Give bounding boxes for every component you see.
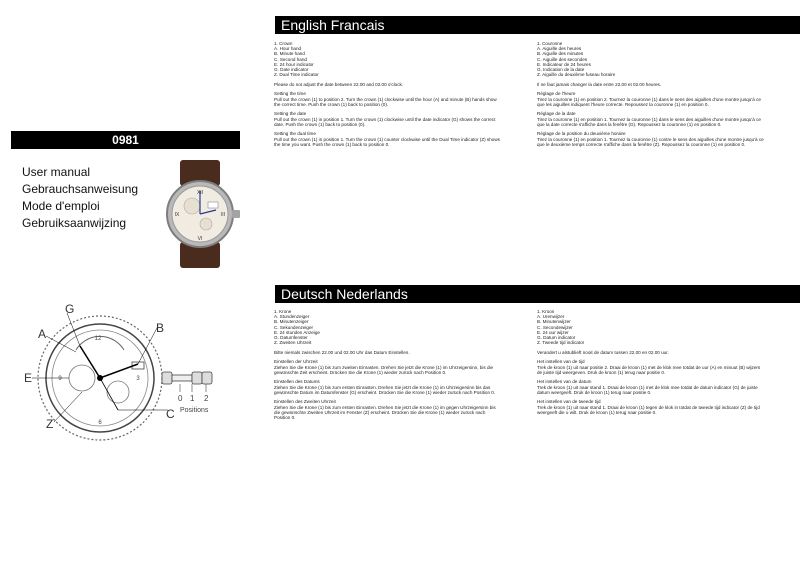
model-number-bar xyxy=(11,131,240,149)
positions-label: Positions xyxy=(180,407,209,414)
section-header-german-dutch xyxy=(275,285,800,303)
svg-text:III: III xyxy=(220,212,226,218)
manual-title-english: User manual xyxy=(22,165,91,179)
dutch-setting-dual-time: Het instellen van de tweede tijd Trek de kroon (1) uit naar stand 1. Draai de kroon (1) tegen de klok in totdat de tweede tijd indicator (Z) de tijd weergeeft die u wilt. Druk de kroon (1) terug naar positie 0. xyxy=(537,399,760,415)
label-b: B xyxy=(156,321,165,335)
german-setting-dual-time: Einstellen des Zweiten Uhrzeit Ziehen Sie die Krone (1) bis zum ersten Einrasten. Drehen Sie jetzt die Krone (1) im gegen Uhrzeigersinn bis die gewünschte Zweiten Uhrzeit im Fenster (Z) erscheint. Drücken Sie die Krone (1) wieder zurück nach Position 0. xyxy=(274,399,496,421)
position-0: 0 xyxy=(178,394,183,403)
label-c: C xyxy=(166,407,175,421)
english-parts-list: 1. Crown A. Hour hand B. Minute hand C. Second hand E. 24 hour indicator G. Date indicator Z. Dual Time indicator xyxy=(274,41,319,78)
watch-diagram xyxy=(20,300,245,470)
english-column xyxy=(274,41,502,151)
label-g: G xyxy=(65,302,75,316)
dutch-parts-list: 1. Kroon A. Urenwijzer B. Minutenwijzer C. Secondewijzer E. 24 uur wijzer G. Datum indicator Z. Tweede tijd indicator xyxy=(537,309,585,346)
manual-title-french: Mode d'emploi xyxy=(22,199,100,213)
svg-text:VI: VI xyxy=(197,236,203,242)
dutch-setting-time: Het instellen van de tijd Trek de kroon (1) uit naar positie 2. Draai de kroon (1) met de klok mee totdat de uur (A) en minuut (B) wijzers de juiste tijd weergeven. Druk de kroon (1) terug naar positie 0. xyxy=(537,359,761,375)
german-column xyxy=(274,309,502,425)
model-number: 0981 xyxy=(112,133,139,147)
french-parts-list: 1. Couronne A. Aiguille des heures B. Aiguille des minutes C. Aiguille des secondes E. Indicateur de 24 heures G. Indication de la date Z. Aiguille du deuxième fuseau horaire xyxy=(537,41,616,78)
label-a: A xyxy=(38,327,47,341)
dial-number-12: 12 xyxy=(94,336,102,342)
dutch-setting-date: Het instellen van de datum Trek de kroon (1) uit naar stand 1. Draai de kroon (1) met de klok mee totdat de datum indicator (G) de juiste datum weergeeft. Druk de kroon (1) terug naar positie 0. xyxy=(537,379,758,395)
crown-icon xyxy=(162,372,172,384)
french-setting-date: Réglage de la date Tirez la couronne (1) en position 1. Tournez la couronne (1) dans le sens des aiguilles d'une montre jusqu'à ce que la date correcte s'affiche dans la fenêtre (G). Repoussez la couronne (1) en position 0. xyxy=(537,111,761,127)
dutch-date-warning: Verandert u alstublieft nooit de datum tussen 22.00 en 02.00 uur. xyxy=(537,349,669,355)
french-setting-time: Réglage de l'heure Tirez la couronne (1) en position 2. Tournez la couronne (1) dans le sens des aiguilles d'une montre jusqu'à ce que les aiguilles indiquent l'heure correcte. Repoussez la couronne (1) en position 0. xyxy=(537,91,761,107)
manual-title-dutch: Gebruiksaanwijzing xyxy=(22,216,127,230)
german-setting-date: Einstellen des Datums Ziehen Sie die Krone (1) bis zum ersten Einrasten. Drehen Sie jetzt die Krone (1) im Uhrzeigersinn bis das gewünschte Datum im Datumfenster (G) erscheint. Drücken Sie die Krone (1) wieder zurück nach Position 0. xyxy=(274,379,496,395)
watch-product-image xyxy=(156,158,244,270)
german-setting-time: Einstellen der Uhrzeit Ziehen Sie die Krone (1) bis zum zweiten Einrasten. Drehen Sie jetzt die Krone (1) im Uhrzeigersinn, bis die gewünschte Zeit erscheint. Drücken Sie die Krone (1) wieder zurück nach Position 0. xyxy=(274,359,494,375)
english-setting-time: Setting the time Pull out the crown (1) to position 2. Turn the crown (1) clockwise until the hour (A) and minute (B) hands show the correct time. Push the crown (1) back to position (0). xyxy=(274,91,497,107)
dutch-column xyxy=(537,309,765,419)
position-2: 2 xyxy=(204,394,209,403)
section-title-top: English Francais xyxy=(281,17,385,33)
english-date-warning: Please do not adjust the date between 22.00 and 02.00 o'clock. xyxy=(274,81,404,87)
svg-text:IX: IX xyxy=(174,212,180,218)
french-column xyxy=(537,41,765,151)
dial-number-6: 6 xyxy=(98,420,102,426)
svg-text:XII: XII xyxy=(196,190,204,196)
french-date-warning: Il ne faut jamais changer la date entre 22.00 et 02.00 heures. xyxy=(537,81,662,87)
english-setting-dual-time: Setting the dual time Pull out the crown (1) in position 1. Turn the crown (1) counter clockwise until the Dual Time indicator (Z) shows the time you want. Push the crown (1) back to position 0. xyxy=(274,131,500,147)
position-1: 1 xyxy=(190,394,195,403)
label-z: Z xyxy=(46,417,54,431)
dial-number-9: 9 xyxy=(58,376,62,382)
label-e: E xyxy=(24,371,33,385)
section-title-bottom: Deutsch Nederlands xyxy=(281,286,408,302)
section-header-english-french xyxy=(275,16,800,34)
french-setting-dual-time: Réglage de la position du deuxième horaire Tirez la couronne (1) en position 1. Tournez la couronne (1) contre le sens des aiguilles d'une montre jusqu'à ce que le deuxième temps correcte s'affiche dans la fenêtre (Z). Repoussez la couronne (1) en position 0. xyxy=(537,131,764,147)
dial-number-3: 3 xyxy=(136,376,140,382)
german-date-warning: Bitte niemals zwischen 22.00 und 02.00 Uhr das Datum Einstellen. xyxy=(274,349,410,355)
manual-title-german: Gebrauchsanweisung xyxy=(22,182,139,196)
english-setting-date: Setting the date Pull out the crown (1) in position 1. Turn the crown (1) clockwise until the date indicator (G) shows the correct date. Push the crown (1) back to position (0). xyxy=(274,111,496,127)
german-parts-list: 1. Krone A. Stundenzeiger B. Minutenzeiger C. Sekundenzeiger E. 24 stunden Anzeige G. Datumfenster Z. Zweiten Uhrzeit xyxy=(274,309,320,346)
manual-title-list xyxy=(22,164,138,232)
